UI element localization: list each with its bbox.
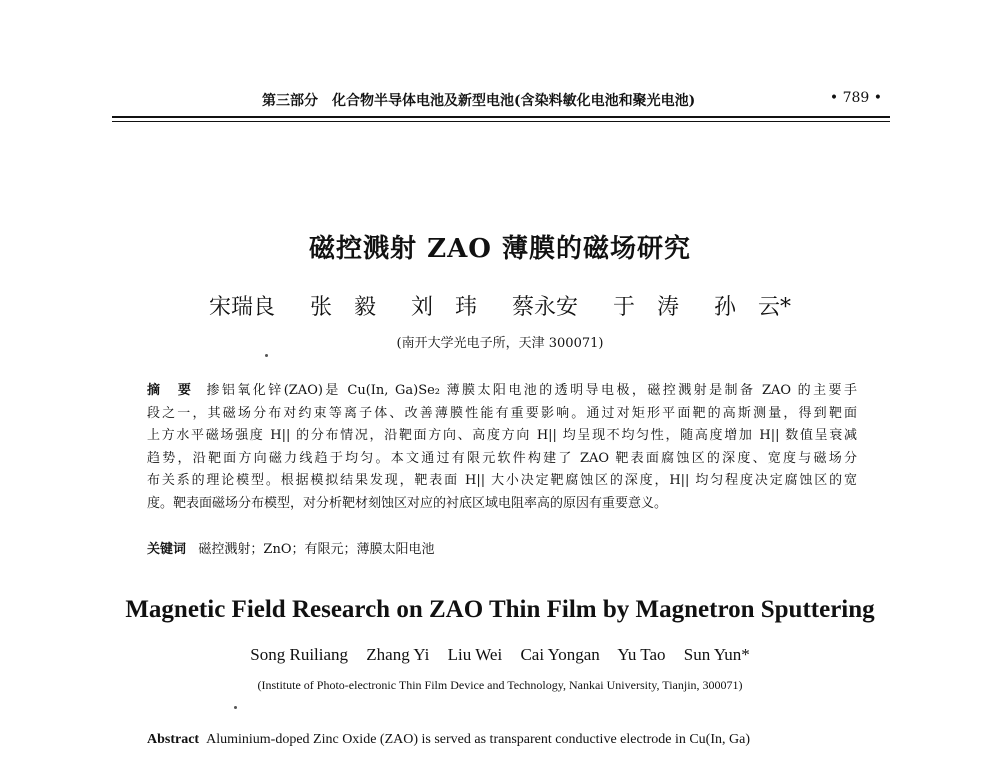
english-authors xyxy=(0,645,1000,665)
author-en: Cai Yongan xyxy=(520,645,600,664)
abstract-line: 段之一，其磁场分布对约束等离子体、改善薄膜性能有重要影响。通过对矩形平面靶的高斯测量，得到靶面 xyxy=(147,405,857,421)
english-title: Magnetic Field Research on ZAO Thin Film by Magnetron Sputtering xyxy=(125,596,875,623)
author-en: Zhang Yi xyxy=(366,645,430,664)
chinese-affiliation: (南开大学光电子所，天津 300071) xyxy=(396,336,604,351)
abstract-line: 度。靶表面磁场分布模型，对分析靶材刻蚀区对应的衬底区域电阻率高的原因有重要意义。 xyxy=(147,495,668,511)
header-rule-thick xyxy=(112,116,890,118)
running-header xyxy=(112,90,890,114)
keywords-label: 关键词 xyxy=(147,542,187,557)
abstract-line: 上方水平磁场强度 H|| 的分布情况，沿靶面方向、高度方向 H|| 均呈现不均匀性，随高度增加 H|| 数值呈衰减 xyxy=(147,428,857,443)
header-rule-thin xyxy=(112,121,890,122)
abstract-line: 布关系的理论模型。根据模拟结果发现，靶表面 H|| 大小决定靶腐蚀区的深度，H|| 均匀程度决定腐蚀区的宽 xyxy=(147,473,857,488)
author-en: Sun Yun* xyxy=(683,645,750,664)
abstract-text-en: Aluminium-doped Zinc Oxide (ZAO) is served as transparent conductive electrode in Cu(In, Ga) xyxy=(206,732,750,747)
page-number: • 789 • xyxy=(829,90,882,106)
author-cn: 蔡永安 xyxy=(512,295,579,320)
author-en: Liu Wei xyxy=(447,645,503,664)
english-affiliation: (Institute of Photo-electronic Thin Film Device and Technology, Nankai University, Tianjin, 300071) xyxy=(257,678,743,692)
author-cn: 张 毅 xyxy=(309,295,376,320)
abstract-text: 掺铝氧化锌(ZAO)是 Cu(In, Ga)Se₂ 薄膜太阳电池的透明导电极，磁控溅射是制备 ZAO 的主要手 xyxy=(206,383,857,398)
author-cn: 宋瑞良 xyxy=(208,295,275,320)
scan-speck xyxy=(234,706,237,709)
chinese-title: 磁控溅射 ZAO 薄膜的磁场研究 xyxy=(309,234,691,264)
keywords-text: 磁控溅射；ZnO；有限元；薄膜太阳电池 xyxy=(198,542,435,557)
author-cn: 于 涛 xyxy=(613,295,680,320)
abstract-label-en: Abstract xyxy=(147,732,200,747)
author-cn: 刘 玮 xyxy=(410,295,477,320)
author-en: Song Ruiliang xyxy=(250,645,349,664)
chinese-authors xyxy=(0,290,1000,321)
abstract-line xyxy=(147,380,857,403)
section-title: 第三部分 化合物半导体电池及新型电池(含染料敏化电池和聚光电池) xyxy=(262,93,696,109)
author-en: Yu Tao xyxy=(617,645,666,664)
abstract-line: 趋势，沿靶面方向磁力线趋于均匀。本文通过有限元软件构建了 ZAO 靶表面腐蚀区的深度、宽度与磁场分 xyxy=(147,450,857,466)
english-abstract xyxy=(147,732,857,748)
chinese-keywords xyxy=(147,538,435,557)
author-cn: 孙 云* xyxy=(714,295,792,320)
scan-speck xyxy=(265,354,268,357)
chinese-abstract xyxy=(147,380,857,515)
abstract-label: 摘 要 xyxy=(147,383,194,398)
